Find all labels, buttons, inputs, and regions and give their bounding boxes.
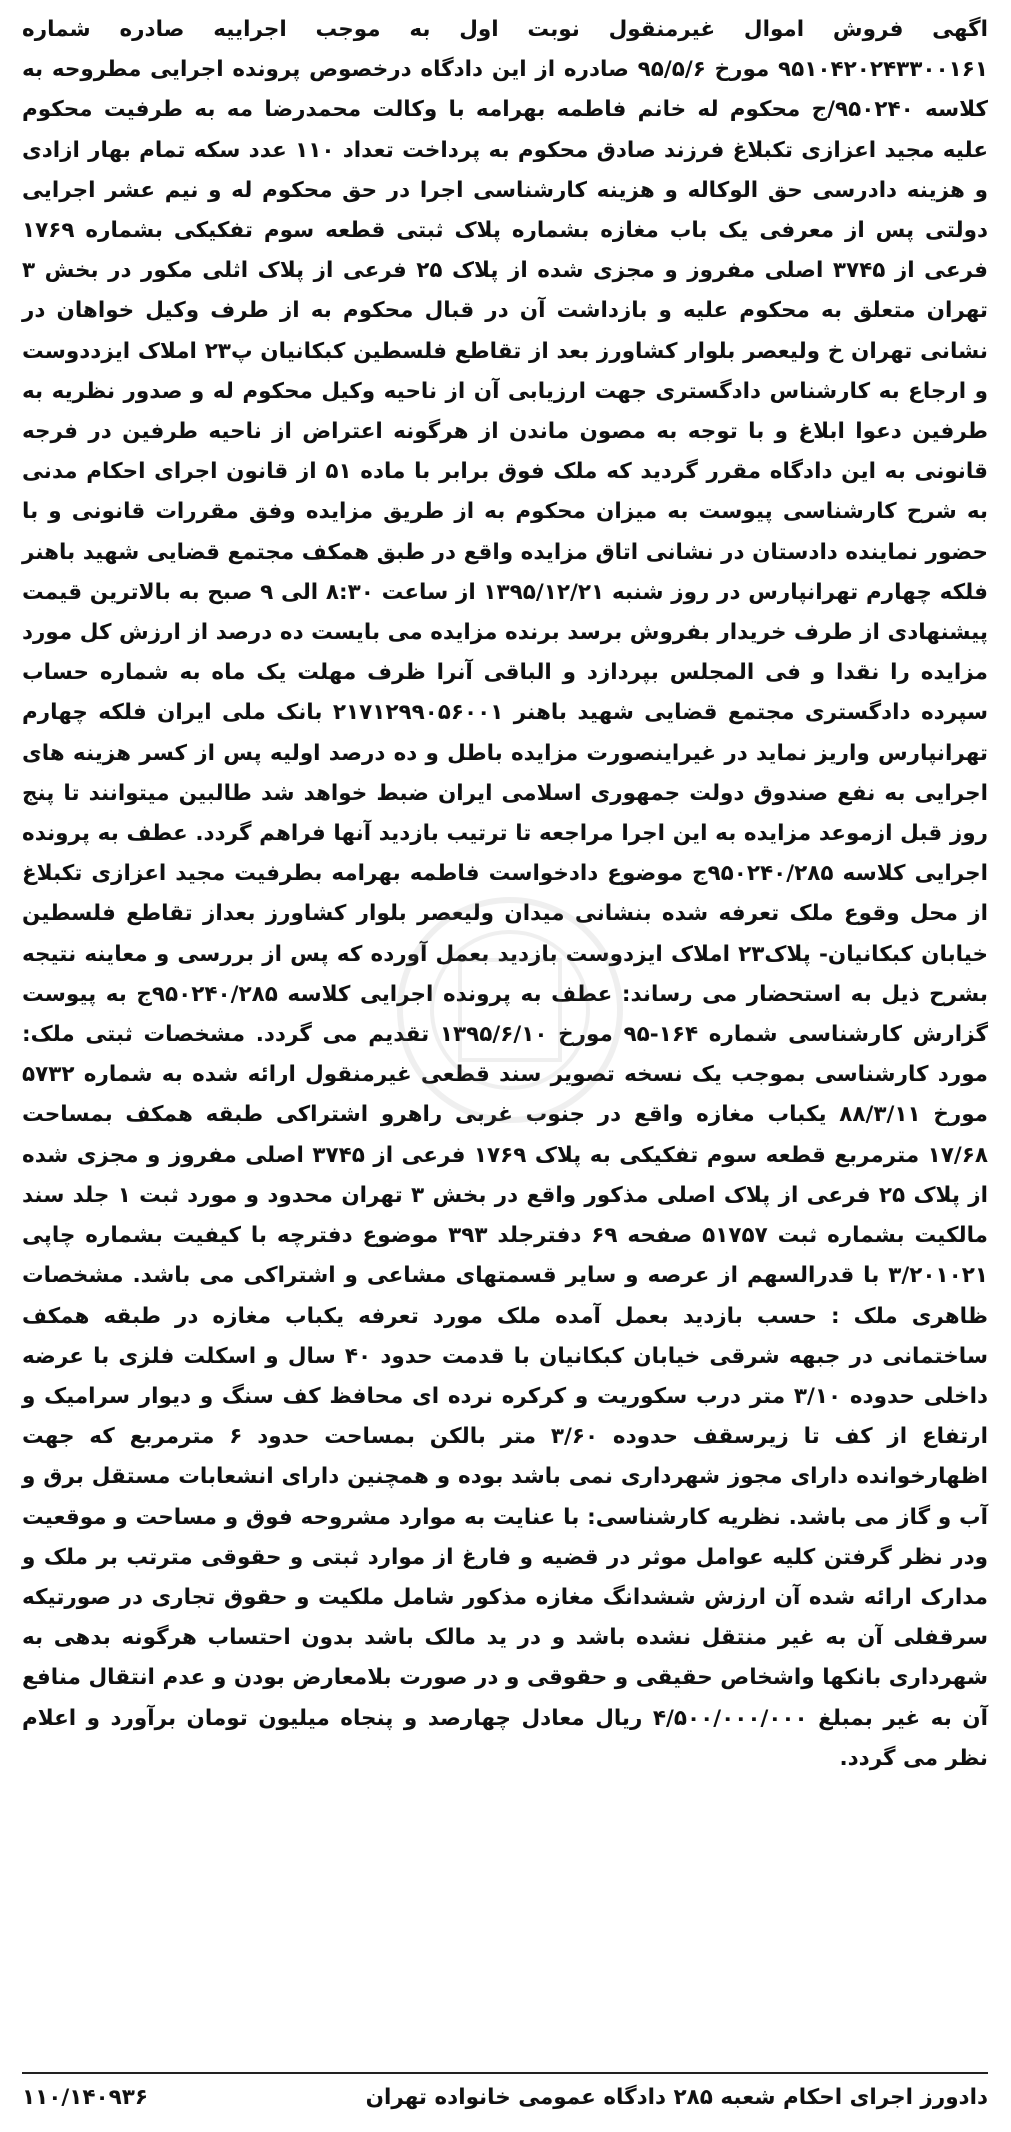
footer-signature: دادورز اجرای احکام شعبه ۲۸۵ دادگاه عمومی خانواده تهران xyxy=(365,2084,988,2110)
footer-reference-number: ۱۱۰/۱۴۰۹۳۶ xyxy=(22,2084,148,2110)
notice-body xyxy=(22,10,988,2122)
notice-footer xyxy=(22,2072,988,2120)
notice-text: اگهی فروش اموال غیرمنقول نوبت اول به موجب اجراییه صادره شماره ۹۵۱۰۴۲۰۲۴۳۳۰۰۱۶۱ مورخ ۹۵/۵/۶ صادره از این دادگاه درخصوص پرونده اجرایی مطروحه به کلاسه ۹۵۰۲۴۰/ج محکوم له خانم فاطمه بهرامه با وکالت محمدرضا مه به طرفیت محکوم علیه مجید اعزازی تکبلاغ فرزند صادق محکوم به پرداخت تعداد ۱۱۰ عدد سکه تمام بهار ازادی و هزینه دادرسی حق الوکاله و هزینه کارشناسی اجرا در حق محکوم له و نیم عشر اجرایی دولتی پس از معرفی یک باب مغازه بشماره پلاک ثبتی قطعه سوم تفکیکی بشماره ۱۷۶۹ فرعی از ۳۷۴۵ اصلی مفروز و مجزی شده از پلاک ۲۵ فرعی از پلاک اثلی مکور در بخش ۳ تهران متعلق به محکوم علیه و بازداشت آن در قبال محکوم به از طرف وکیل خواهان در نشانی تهران خ ولیعصر بلوار کشاورز بعد از تقاطع فلسطین کبکانیان پ۲۳ املاک ایزددوست و ارجاع به کارشناس دادگستری جهت ارزیابی آن از ناحیه وکیل محکوم له و صدور نظریه به طرفین دعوا ابلاغ و با توجه به مصون ماندن از هرگونه اعتراض از ناحیه طرفین در فرجه قانونی به این دادگاه مقرر گردید که ملک فوق برابر با ماده ۵۱ از قانون اجرای احکام مدنی به شرح کارشناسی پیوست به میزان محکوم به از طریق مزایده وفق مقررات قانونی و با حضور نماینده دادستان در نشانی اتاق مزایده واقع در طبق همکف مجتمع قضایی شهید باهنر فلکه چهارم تهرانپارس در روز شنبه ۱۳۹۵/۱۲/۲۱ از ساعت ۸:۳۰ الی ۹ صبح به بالاترین قیمت پیشنهادی از طرف خریدار بفروش برسد برنده مزایده می بایست ده درصد از ارزش کل مورد مزایده را نقدا و فی المجلس بپردازد و الباقی آنرا ظرف مهلت یک ماه به شماره حساب سپرده دادگستری مجتمع قضایی شهید باهنر ۲۱۷۱۲۹۹۰۵۶۰۰۱ بانک ملی ایران فلکه چهارم تهرانپارس واریز نماید در غیراینصورت مزایده باطل و ده درصد اولیه پس از کسر هزینه های اجرایی به نفع صندوق دولت جمهوری اسلامی ایران ضبط خواهد شد طالبین میتوانند تا پنج روز قبل ازموعد مزایده به این اجرا مراجعه تا ترتیب بازدید آنها فراهم گردد. عطف به پرونده اجرایی کلاسه ۹۵۰۲۴۰/۲۸۵ج موضوع دادخواست فاطمه بهرامه بطرفیت مجید اعزازی تکبلاغ از محل وقوع ملک تعرفه شده بنشانی میدان ولیعصر بلوار کشاورز بعداز تقاطع فلسطین خیابان کبکانیان- پلاک۲۳ املاک ایزدوست بازدید بعمل آورده که پس از بررسی و معاینه نتیجه بشرح ذیل به استحضار می رساند: عطف به پرونده اجرایی کلاسه ۹۵۰۲۴۰/۲۸۵ج به پیوست گزارش کارشناسی شماره ۱۶۴-۹۵ مورخ ۱۳۹۵/۶/۱۰ تقدیم می گردد. مشخصات ثبتی ملک: مورد کارشناسی بموجب یک نسخه تصویر سند قطعی غیرمنقول ارائه شده به شماره ۵۷۳۲ مورخ ۸۸/۳/۱۱ یکباب مغازه واقع در جنوب غربی راهرو اشتراکی طبقه همکف بمساحت ۱۷/۶۸ مترمربع قطعه سوم تفکیکی به پلاک ۱۷۶۹ فرعی از ۳۷۴۵ اصلی مفروز و مجزی شده از پلاک ۲۵ فرعی از پلاک اصلی مذکور واقع در بخش ۳ تهران محدود و مورد ثبت ۱ جلد سند مالکیت بشماره ثبت ۵۱۷۵۷ صفحه ۶۹ دفترجلد ۳۹۳ موضوع دفترچه با کیفیت بشماره چاپی ۳/۲۰۱۰۲۱ با قدرالسهم از عرصه و سایر قسمتهای مشاعی و اشتراکی می باشد. مشخصات ظاهری ملک : حسب بازدید بعمل آمده ملک مورد تعرفه یکباب مغازه در طبقه همکف ساختمانی در جبهه شرقی خیابان کبکانیان با قدمت حدود ۴۰ سال و اسکلت فلزی با عرضه داخلی حدوده ۳/۱۰ متر درب سکوریت و کرکره نرده ای محافظ کف سنگ و دیوار سرامیک و ارتفاع از کف تا زیرسقف حدوده ۳/۶۰ متر بالکن بمساحت حدود ۶ مترمربع که جهت اظهارخوانده دارای مجوز شهرداری نمی باشد بوده و همچنین دارای انشعابات مستقل برق و آب و گاز می باشد. نظریه کارشناسی: با عنایت به موارد مشروحه فوق و مساحت و موقعیت ودر نظر گرفتن کلیه عوامل موثر در قضیه و فارغ از موارد ثبتی و حقوقی مترتب بر ملک و مدارک ارائه شده آن ارزش ششدانگ مغازه مذکور شامل ملکیت و حقوق تجاری در صورتیکه سرقفلی آن به غیر منتقل نشده باشد و در ید مالک باشد بدون احتساب هرگونه بدهی به شهرداری بانکها واشخاص حقیقی و حقوقی و در صورت بلامعارض بودن و عدم انتقال منافع آن به غیر بمبلغ ۴/۵۰۰/۰۰۰/۰۰۰ ریال معادل چهارصد و پنجاه میلیون تومان برآورد و اعلام نظر می گردد. xyxy=(22,17,989,1771)
